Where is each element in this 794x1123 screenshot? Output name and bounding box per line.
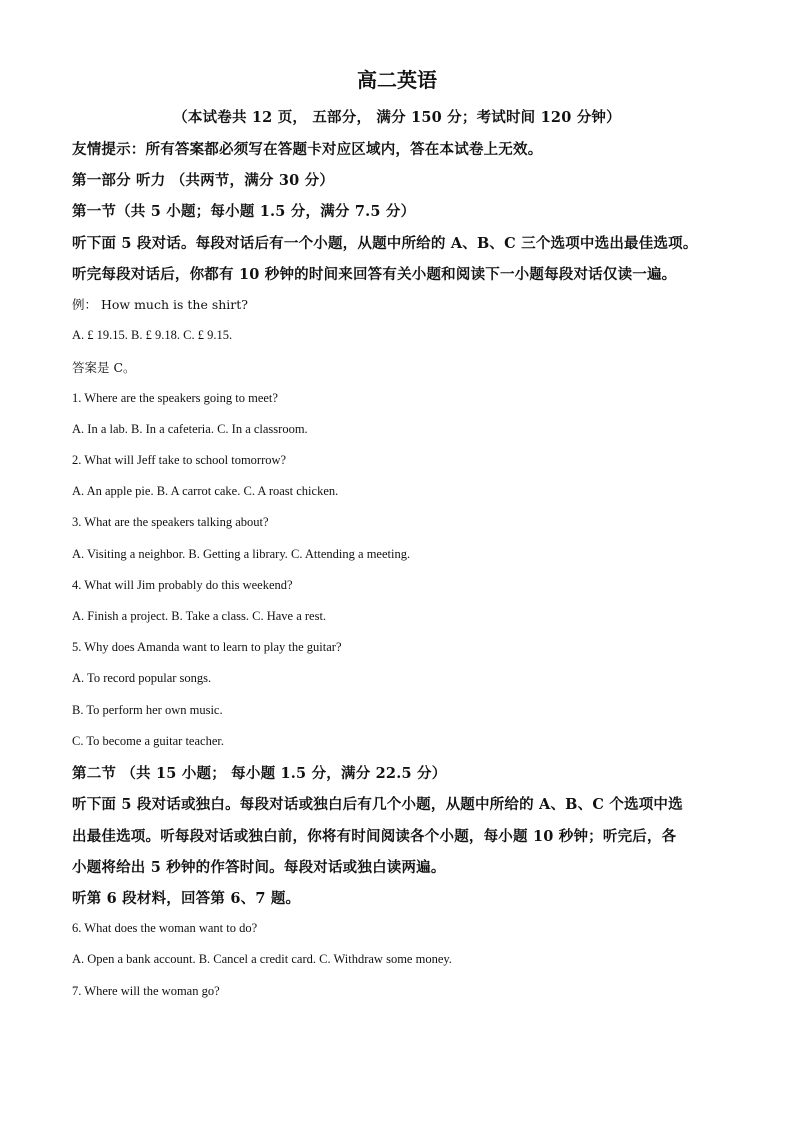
question-text: 7. Where will the woman go?: [72, 984, 220, 998]
question-options: A. Visiting a neighbor. B. Getting a library. C. Attending a meeting.: [72, 547, 411, 561]
question-option: B. To perform her own music.: [72, 703, 223, 717]
material-heading: 听第 6 段材料，回答第 6、7 题。: [72, 890, 301, 907]
example-question: 例： How much is the shirt?: [72, 297, 248, 312]
question-options: A. Finish a project. B. Take a class. C. Have a rest.: [72, 609, 327, 623]
section2-instruction-line: 出最佳选项。听每段对话或独白前，你将有时间阅读各个小题，每小题 10 秒钟；听完后，各: [72, 828, 677, 845]
example-options: A. £ 19.15. B. £ 9.18. C. £ 9.15.: [72, 328, 233, 342]
question-text: 1. Where are the speakers going to meet?: [72, 391, 278, 405]
question-options: A. Open a bank account. B. Cancel a credit card. C. Withdraw some money.: [72, 952, 452, 966]
section2-instruction-line: 听下面 5 段对话或独白。每段对话或独白后有几个小题，从题中所给的 A、B、C 个选项中选: [72, 796, 683, 813]
question-text: 4. What will Jim probably do this weekend?: [72, 578, 293, 592]
example-answer: 答案是 C。: [72, 360, 136, 375]
question-text: 3. What are the speakers talking about?: [72, 515, 269, 529]
section1-heading: 第一节（共 5 小题；每小题 1.5 分，满分 7.5 分）: [72, 203, 416, 220]
exam-subtitle: （本试卷共 12 页， 五部分， 满分 150 分；考试时间 120 分钟）: [173, 109, 621, 126]
question-text: 2. What will Jeff take to school tomorrow?: [72, 453, 287, 467]
section1-instruction-line: 听下面 5 段对话。每段对话后有一个小题，从题中所给的 A、B、C 三个选项中选出最佳选项。: [72, 235, 698, 252]
section2-heading: 第二节 （共 15 小题； 每小题 1.5 分，满分 22.5 分）: [72, 765, 447, 782]
question-text: 6. What does the woman want to do?: [72, 921, 258, 935]
part1-heading: 第一部分 听力 （共两节，满分 30 分）: [72, 172, 335, 189]
section1-instruction-line: 听完每段对话后，你都有 10 秒钟的时间来回答有关小题和阅读下一小题每段对话仅读一遍。: [72, 266, 677, 283]
question-option: C. To become a guitar teacher.: [72, 734, 224, 748]
reminder-text: 友情提示：所有答案都必须写在答题卡对应区域内，答在本试卷上无效。: [72, 141, 543, 158]
question-options: A. In a lab. B. In a cafeteria. C. In a classroom.: [72, 422, 308, 436]
question-options: A. An apple pie. B. A carrot cake. C. A roast chicken.: [72, 484, 339, 498]
page-title: 高二英语: [357, 68, 437, 92]
question-text: 5. Why does Amanda want to learn to play the guitar?: [72, 640, 342, 654]
section2-instruction-line: 小题将给出 5 秒钟的作答时间。每段对话或独白读两遍。: [72, 859, 446, 876]
question-option: A. To record popular songs.: [72, 671, 212, 685]
